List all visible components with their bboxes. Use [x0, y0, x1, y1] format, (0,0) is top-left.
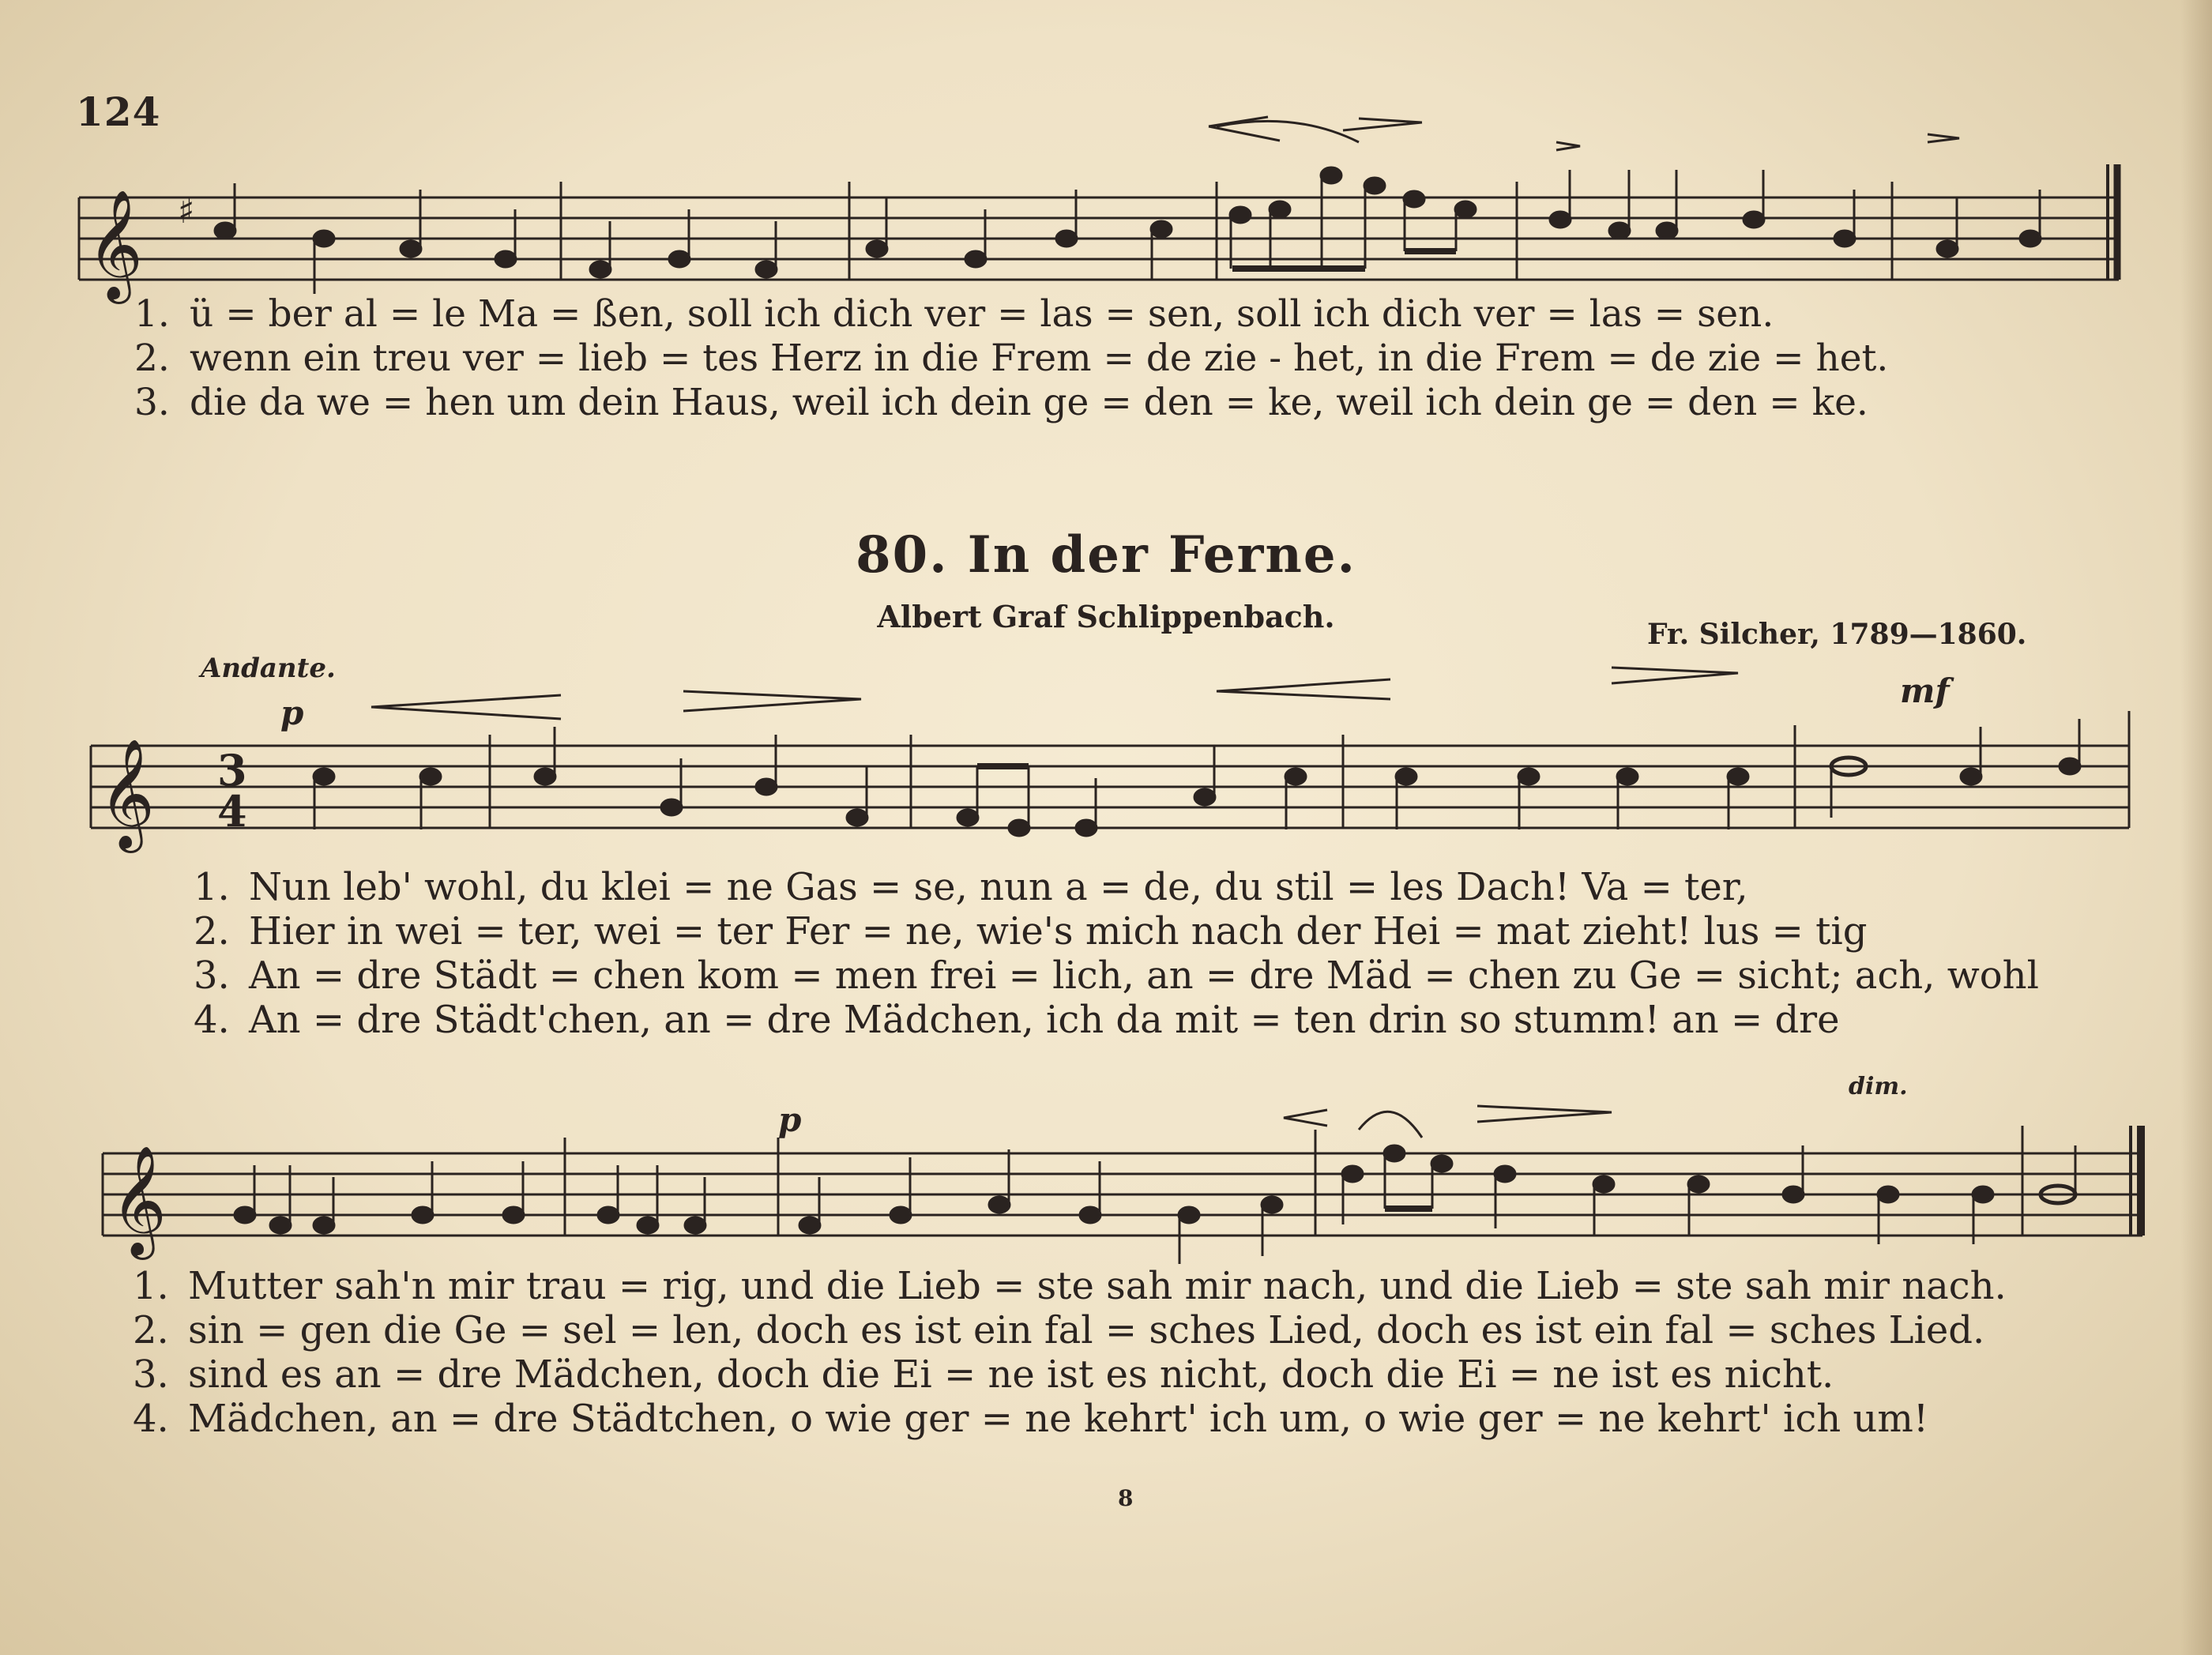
dynamic-piano: p	[778, 1100, 802, 1139]
signature-mark: 8	[1118, 1485, 1134, 1511]
page-number: 124	[76, 88, 161, 135]
verse-line: 3. sind es an = dre Mädchen, doch die Ei = ne ist es nicht, doch die Ei = ne ist es nicht.	[133, 1352, 1834, 1397]
verse-line: 1. ü = ber al = le Ma = ßen, soll ich dich ver = las = sen, soll ich dich ver = las = sen.	[134, 292, 1774, 336]
verse-line: 3. die da we = hen um dein Haus, weil ich dein ge = den = ke, weil ich dein ge = den = ke.	[134, 381, 1868, 424]
verse-line: 1. Mutter sah'n mir trau = rig, und die Lieb = ste sah mir nach, und die Lieb = ste sah mir nach.	[133, 1264, 2007, 1308]
svg-text:♯: ♯	[178, 191, 195, 231]
verse-line: 1. Nun leb' wohl, du klei = ne Gas = se, nun a = de, du stil = les Dach! Va = ter,	[194, 865, 1748, 909]
treble-clef-1: 𝄞	[87, 190, 143, 299]
verses-part-2	[133, 1264, 2007, 1441]
svg-text:4: 4	[217, 786, 247, 837]
verse-line: 4. Mädchen, an = dre Städtchen, o wie ger = ne kehrt' ich um, o wie ger = ne kehrt' ich um!	[133, 1397, 1929, 1441]
dynamic-piano: p	[280, 694, 304, 732]
verse-line: 3. An = dre Städt = chen kom = men frei = lich, an = dre Mäd = chen zu Ge = sicht; ach, wohl	[194, 954, 2039, 998]
verse-line: 2. wenn ein treu ver = lieb = tes Herz in die Frem = de zie - het, in die Frem = de zie = het.	[134, 337, 1889, 380]
composer: Fr. Silcher, 1789—1860.	[1647, 618, 2027, 651]
dynamic-mezzoforte: mf	[1900, 671, 1950, 710]
staff-part-2	[103, 1126, 2142, 1236]
verse-line: 2. Hier in wei = ter, wei = ter Fer = ne, wie's mich nach der Hei = mat zieht! lus = tig	[194, 909, 1868, 954]
staff-previous-song	[79, 164, 2119, 280]
verse-line: 4. An = dre Städt'chen, an = dre Mädchen, ich da mit = ten drin so stumm! an = dre	[194, 998, 1840, 1042]
song-title: 80. In der Ferne.	[856, 525, 1356, 585]
verses-part-1	[194, 865, 2039, 1042]
lyricist: Albert Graf Schlippenbach.	[877, 599, 1335, 634]
dynamic-diminuendo: dim.	[1849, 1073, 1908, 1100]
verse-line: 2. sin = gen die Ge = sel = len, doch es ist ein fal = sches Lied, doch es ist ein fal = sches Lied.	[133, 1308, 1985, 1352]
treble-clef-2: 𝄞	[99, 739, 155, 848]
treble-clef-3: 𝄞	[111, 1145, 167, 1255]
previous-song-verses	[134, 292, 1888, 425]
tempo-marking: Andante.	[201, 653, 336, 684]
svg-text:3: 3	[217, 745, 247, 796]
staff-part-1	[91, 711, 2129, 828]
